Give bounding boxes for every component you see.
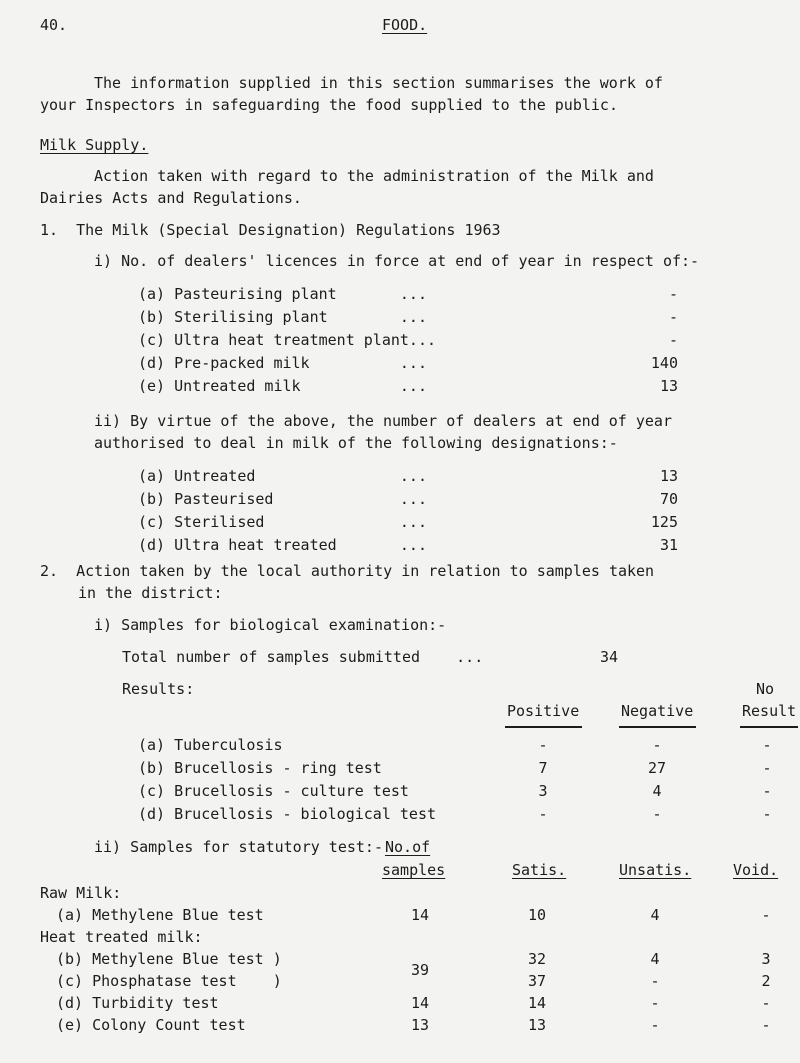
section1-i-heading: i) No. of dealers' licences in force at end of year in respect of:- (94, 252, 700, 270)
list-item-label: (c) Sterilised ... (138, 513, 427, 531)
section2-title-2: in the district: (78, 584, 223, 602)
table-cell-satis: 37 (527, 972, 547, 990)
unsatis-header: Unsatis. (619, 861, 692, 879)
list-item-label: (a) Pasteurising plant ... (138, 285, 427, 303)
list-item-value: 125 (650, 513, 678, 531)
table-cell-positive: 3 (538, 782, 548, 800)
table-cell-void: - (761, 994, 771, 1012)
no-result-header-line2: Result (742, 702, 797, 720)
list-item-label: (b) Pasteurised ... (138, 490, 427, 508)
table-cell-negative: 4 (652, 782, 662, 800)
raw-milk-label: Raw Milk: (40, 884, 122, 902)
table-cell-no-result: - (762, 736, 772, 754)
table-cell-void: - (761, 1016, 771, 1034)
table-cell-satis: 13 (527, 1016, 547, 1034)
section1-title: 1. The Milk (Special Designation) Regulations 1963 (40, 221, 501, 239)
list-item-label: (a) Untreated ... (138, 467, 427, 485)
list-item-value: 70 (659, 490, 678, 508)
list-item-value: 13 (659, 377, 678, 395)
list-item-value: - (668, 308, 678, 326)
table-cell-satis: 32 (527, 950, 547, 968)
list-item-label: (d) Pre-packed milk ... (138, 354, 427, 372)
section1-ii-heading-2: authorised to deal in milk of the following designations:- (94, 434, 618, 452)
table-cell-void: 2 (761, 972, 771, 990)
milk-supply-heading: Milk Supply. (40, 136, 149, 154)
table-cell-positive: 7 (538, 759, 548, 777)
table-cell-void: - (761, 906, 771, 924)
list-item-label: (e) Untreated milk ... (138, 377, 427, 395)
no-of-header-line1: No.of (385, 838, 431, 856)
table-cell-unsatis: - (650, 994, 660, 1012)
brace-samples-value: 39 (410, 961, 430, 979)
table-cell-label: (c) Brucellosis - culture test (138, 782, 409, 800)
table-cell-label: (a) Tuberculosis (138, 736, 283, 754)
table-cell-unsatis: - (650, 1016, 660, 1034)
table-cell-label: (a) Methylene Blue test (56, 906, 264, 924)
table-cell-no-result: - (762, 805, 772, 823)
table-cell-unsatis: - (650, 972, 660, 990)
satis-header: Satis. (512, 861, 567, 879)
intro-line-2: your Inspectors in safeguarding the food supplied to the public. (40, 96, 618, 114)
table-cell-negative: - (652, 805, 662, 823)
table-cell-no-result: - (762, 759, 772, 777)
table-cell-negative: - (652, 736, 662, 754)
table-cell-label: (b) Methylene Blue test ) (56, 950, 282, 968)
milk-supply-intro-1: Action taken with regard to the administration of the Milk and (94, 167, 654, 185)
table-cell-positive: - (538, 805, 548, 823)
table-cell-unsatis: 4 (650, 950, 660, 968)
table-cell-label: (d) Turbidity test (56, 994, 219, 1012)
section-title: FOOD. (382, 16, 428, 34)
list-item-value: 31 (659, 536, 678, 554)
table-cell-label: (d) Brucellosis - biological test (138, 805, 437, 823)
no-of-header-line2: samples (382, 861, 446, 879)
intro-line-1: The information supplied in this section summarises the work of (94, 74, 663, 92)
results-label: Results: (122, 680, 195, 698)
table-cell-samples: 14 (410, 994, 430, 1012)
positive-header: Positive (507, 702, 580, 720)
negative-header: Negative (621, 702, 694, 720)
list-item-value: 13 (659, 467, 678, 485)
table-cell-label: (b) Brucellosis - ring test (138, 759, 382, 777)
table-cell-negative: 27 (647, 759, 667, 777)
positive-header-rule (505, 726, 582, 728)
table-cell-satis: 14 (527, 994, 547, 1012)
section2-title-1: 2. Action taken by the local authority in relation to samples taken (40, 562, 655, 580)
section1-ii-heading-1: ii) By virtue of the above, the number of dealers at end of year (94, 412, 672, 430)
list-item-value: - (668, 331, 678, 349)
negative-header-rule (619, 726, 696, 728)
section2-ii-heading: ii) Samples for statutory test:- (94, 838, 383, 856)
section2-i-heading: i) Samples for biological examination:- (94, 616, 447, 634)
table-cell-label: (e) Colony Count test (56, 1016, 246, 1034)
list-item-label: (b) Sterilising plant ... (138, 308, 427, 326)
table-cell-samples: 13 (410, 1016, 430, 1034)
table-cell-label: (c) Phosphatase test ) (56, 972, 282, 990)
list-item-value: - (668, 285, 678, 303)
table-cell-unsatis: 4 (650, 906, 660, 924)
table-cell-void: 3 (761, 950, 771, 968)
no-result-header-rule (740, 726, 798, 728)
table-cell-positive: - (538, 736, 548, 754)
table-cell-satis: 10 (527, 906, 547, 924)
table-cell-no-result: - (762, 782, 772, 800)
milk-supply-intro-2: Dairies Acts and Regulations. (40, 189, 302, 207)
total-samples-label: Total number of samples submitted ... (122, 648, 484, 666)
no-result-header-line1: No (755, 680, 775, 698)
total-samples-value: 34 (600, 648, 619, 666)
list-item-label: (c) Ultra heat treatment plant... (138, 331, 437, 349)
void-header: Void. (733, 861, 779, 879)
table-cell-samples: 14 (410, 906, 430, 924)
heat-treated-label: Heat treated milk: (40, 928, 203, 946)
page-number: 40. (40, 16, 68, 34)
list-item-label: (d) Ultra heat treated ... (138, 536, 427, 554)
list-item-value: 140 (650, 354, 678, 372)
